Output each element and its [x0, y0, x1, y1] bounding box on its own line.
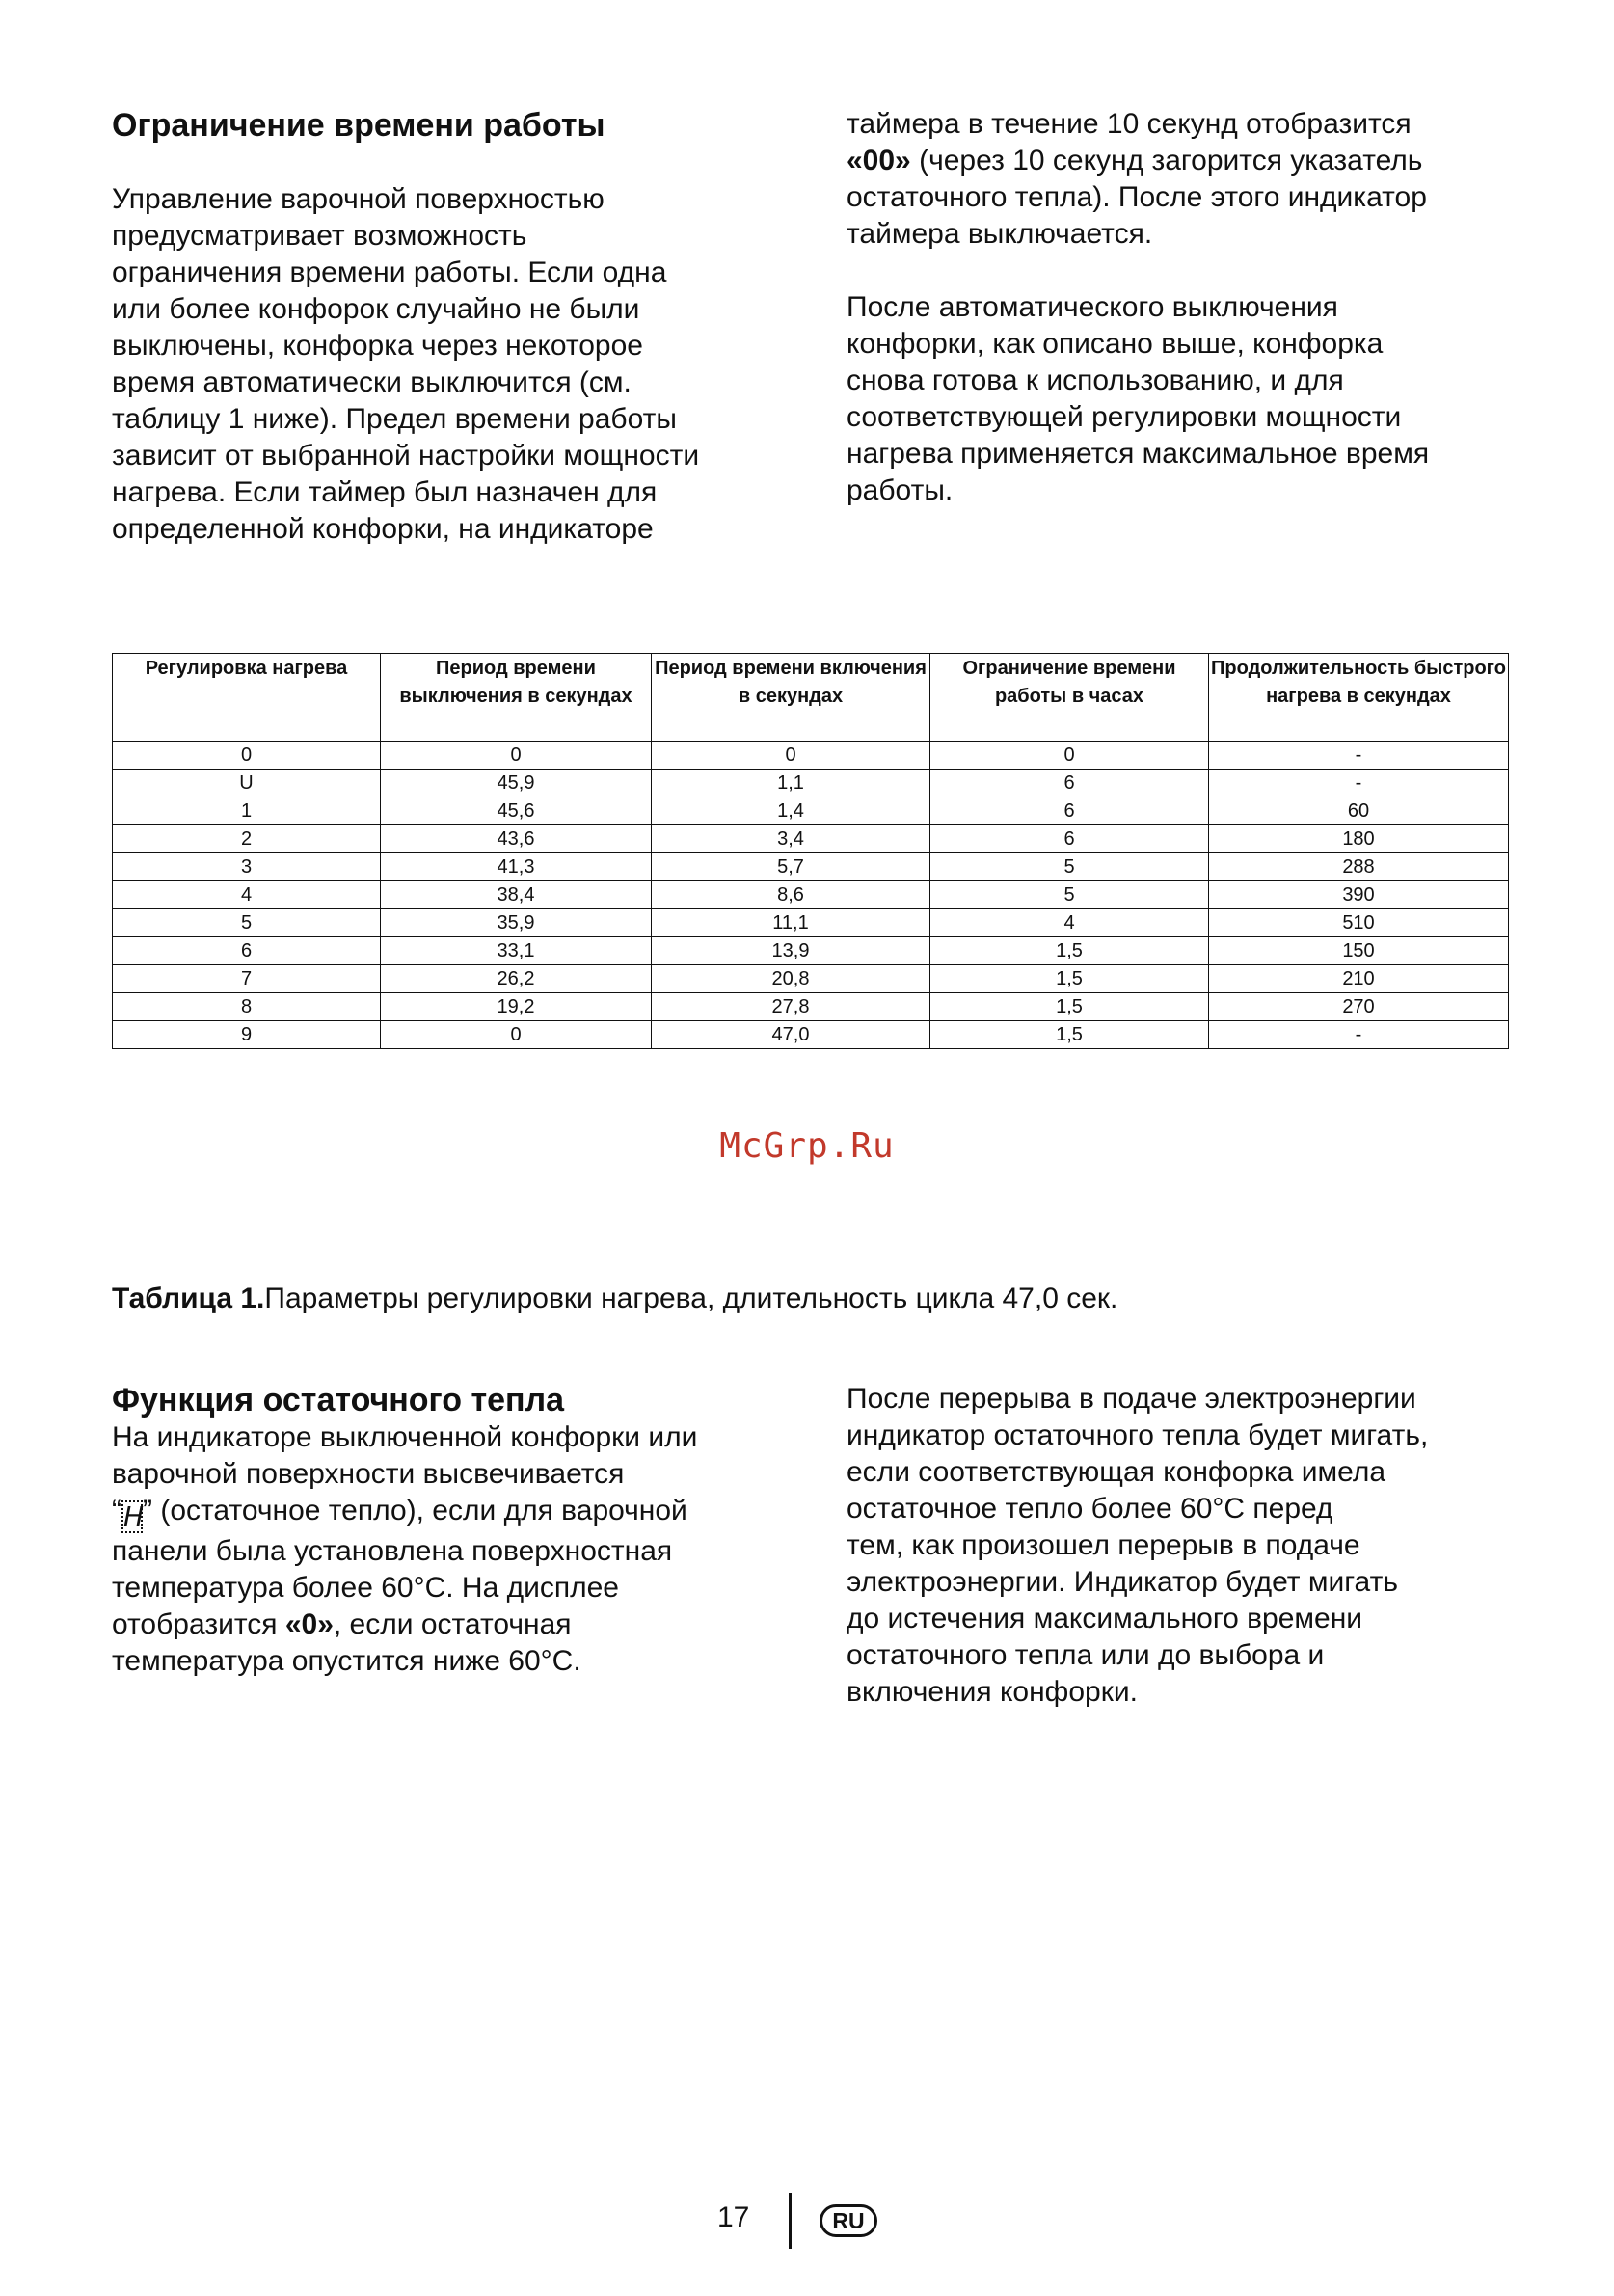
table-cell: 19,2 [381, 993, 652, 1021]
text-line: выключены, конфорка через некоторое [112, 330, 643, 362]
table-cell: 5 [930, 881, 1209, 909]
text-line: таймера выключается. [847, 218, 1153, 250]
time-limit-paragraph-right-2 [847, 289, 1541, 509]
column-header-on-period: Период времени включения в секундах [652, 654, 930, 742]
table-row [113, 965, 1509, 993]
time-limit-paragraph-right-1 [847, 106, 1541, 253]
caption-label: Таблица 1. [112, 1283, 265, 1314]
table-row [113, 825, 1509, 853]
table-cell: 5 [930, 853, 1209, 881]
table-row [113, 937, 1509, 965]
table-cell: 13,9 [652, 937, 930, 965]
text-line: включения конфорки. [847, 1676, 1138, 1708]
table-cell: U [113, 770, 381, 797]
text-line: или более конфорок случайно не были [112, 293, 640, 325]
table-cell: 35,9 [381, 909, 652, 937]
table-cell: 0 [652, 742, 930, 770]
table-cell: 0 [381, 1021, 652, 1049]
table-cell: 0 [113, 742, 381, 770]
text-line: соответствующей регулировки мощности [847, 401, 1402, 433]
table-cell: 6 [930, 797, 1209, 825]
table-cell: 150 [1209, 937, 1509, 965]
column-header-heat-setting: Регулировка нагрева [113, 654, 381, 742]
table-cell: 4 [930, 909, 1209, 937]
text-line [847, 143, 1541, 179]
text-line [112, 1493, 806, 1533]
residual-heat-indicator-icon: H [123, 1500, 145, 1532]
text-line: остаточное тепло более 60°С перед [847, 1493, 1333, 1525]
table-cell: 9 [113, 1021, 381, 1049]
table-cell: - [1209, 742, 1509, 770]
text-line: предусматривает возможность [112, 220, 527, 252]
text-line: время автоматически выключится (см. [112, 366, 632, 398]
quote-mark: ” [143, 1495, 152, 1526]
text-line: температура более 60°С. На дисплее [112, 1572, 619, 1604]
table-row [113, 1021, 1509, 1049]
table-row [113, 909, 1509, 937]
table-cell: 1,5 [930, 937, 1209, 965]
table-row [113, 881, 1509, 909]
table-cell: 1,5 [930, 965, 1209, 993]
text-line: нагрева. Если таймер был назначен для [112, 476, 658, 508]
table-row [113, 742, 1509, 770]
text-line [112, 1607, 806, 1643]
text-line: нагрева применяется максимальное время [847, 438, 1430, 470]
table-cell: 7 [113, 965, 381, 993]
section-heading-residual-heat: Функция остаточного тепла [112, 1382, 565, 1418]
column-header-time-limit: Ограничение времени работы в часах [930, 654, 1209, 742]
text-line: На индикаторе выключенной конфорки или [112, 1421, 698, 1453]
table-cell: 33,1 [381, 937, 652, 965]
table-cell: 5 [113, 909, 381, 937]
bold-display-value: «0» [284, 1608, 334, 1640]
text-span: (через 10 секунд загорится указатель [910, 145, 1423, 176]
table-cell: 41,3 [381, 853, 652, 881]
table-cell: 6 [113, 937, 381, 965]
watermark: McGrp.Ru [719, 1126, 895, 1166]
column-header-boost-duration: Продолжительность быстрого нагрева в секундах [1209, 654, 1509, 742]
table-row [113, 993, 1509, 1021]
table-cell: 288 [1209, 853, 1509, 881]
table-cell: 26,2 [381, 965, 652, 993]
table-cell: 3 [113, 853, 381, 881]
heating-parameters-table [112, 653, 1509, 1049]
table-cell: 38,4 [381, 881, 652, 909]
text-line: остаточного тепла или до выбора и [847, 1639, 1325, 1671]
table-cell: 11,1 [652, 909, 930, 937]
table-cell: 4 [113, 881, 381, 909]
table-cell: 1,1 [652, 770, 930, 797]
text-span: , если остаточная [333, 1608, 572, 1640]
text-line: ограничения времени работы. Если одна [112, 257, 667, 288]
table-cell: 3,4 [652, 825, 930, 853]
text-line: работы. [847, 474, 954, 506]
time-limit-paragraph-left [112, 181, 806, 548]
bold-display-value: «00» [847, 145, 911, 176]
table-cell: 180 [1209, 825, 1509, 853]
text-line: Управление варочной поверхностью [112, 183, 605, 215]
text-span: (остаточное тепло), если для варочной [152, 1495, 687, 1526]
text-line: варочной поверхности высвечивается [112, 1458, 625, 1490]
table-cell: 6 [930, 770, 1209, 797]
table-cell: - [1209, 1021, 1509, 1049]
table-cell: 43,6 [381, 825, 652, 853]
table-cell: 45,6 [381, 797, 652, 825]
table-cell: 1,4 [652, 797, 930, 825]
text-line: снова готова к использованию, и для [847, 365, 1344, 396]
table-row [113, 770, 1509, 797]
text-line: После перерыва в подаче электроэнергии [847, 1383, 1416, 1415]
footer-divider [789, 2193, 792, 2249]
table-cell: 1,5 [930, 1021, 1209, 1049]
table-cell: 27,8 [652, 993, 930, 1021]
table-row [113, 853, 1509, 881]
table-cell: 210 [1209, 965, 1509, 993]
text-line: электроэнергии. Индикатор будет мигать [847, 1566, 1398, 1598]
residual-heat-paragraph-left [112, 1419, 806, 1680]
table-cell: 60 [1209, 797, 1509, 825]
table-cell: 390 [1209, 881, 1509, 909]
residual-heat-paragraph-right [847, 1381, 1541, 1711]
table-cell: 45,9 [381, 770, 652, 797]
text-line: таблицу 1 ниже). Предел времени работы [112, 403, 677, 435]
table-cell: 0 [930, 742, 1209, 770]
text-line: таймера в течение 10 секунд отобразится [847, 108, 1412, 140]
text-line: зависит от выбранной настройки мощности [112, 440, 700, 472]
table-cell: 1,5 [930, 993, 1209, 1021]
text-span: отобразится [112, 1608, 285, 1640]
text-line: до истечения максимального времени [847, 1603, 1363, 1634]
text-line: температура опустится ниже 60°С. [112, 1645, 581, 1677]
table-caption [112, 1281, 1117, 1317]
column-header-off-period: Период времени выключения в секундах [381, 654, 652, 742]
table-cell: 8 [113, 993, 381, 1021]
text-line: остаточного тепла). После этого индикатор [847, 181, 1427, 213]
table-cell: 1 [113, 797, 381, 825]
text-line: тем, как произошел перерыв в подаче [847, 1529, 1360, 1561]
table-row [113, 797, 1509, 825]
caption-text: Параметры регулировки нагрева, длительность цикла 47,0 сек. [264, 1283, 1118, 1314]
table-cell: 0 [381, 742, 652, 770]
text-line: После автоматического выключения [847, 291, 1338, 323]
table-header-row [113, 654, 1509, 742]
language-badge: RU [820, 2204, 877, 2237]
table-cell: 20,8 [652, 965, 930, 993]
table-cell: 6 [930, 825, 1209, 853]
table-cell: 270 [1209, 993, 1509, 1021]
section-heading-time-limit: Ограничение времени работы [112, 107, 605, 144]
quote-mark: “ [112, 1495, 121, 1526]
table-cell: 8,6 [652, 881, 930, 909]
text-line: индикатор остаточного тепла будет мигать, [847, 1419, 1429, 1451]
table-cell: 5,7 [652, 853, 930, 881]
text-line: определенной конфорки, на индикаторе [112, 513, 654, 545]
table-cell: 2 [113, 825, 381, 853]
table-cell: 47,0 [652, 1021, 930, 1049]
text-line: панели была установлена поверхностная [112, 1535, 673, 1567]
text-line: если соответствующая конфорка имела [847, 1456, 1386, 1488]
table-cell: 510 [1209, 909, 1509, 937]
page-number: 17 [717, 2201, 750, 2233]
table-cell: - [1209, 770, 1509, 797]
text-line: конфорки, как описано выше, конфорка [847, 328, 1384, 360]
